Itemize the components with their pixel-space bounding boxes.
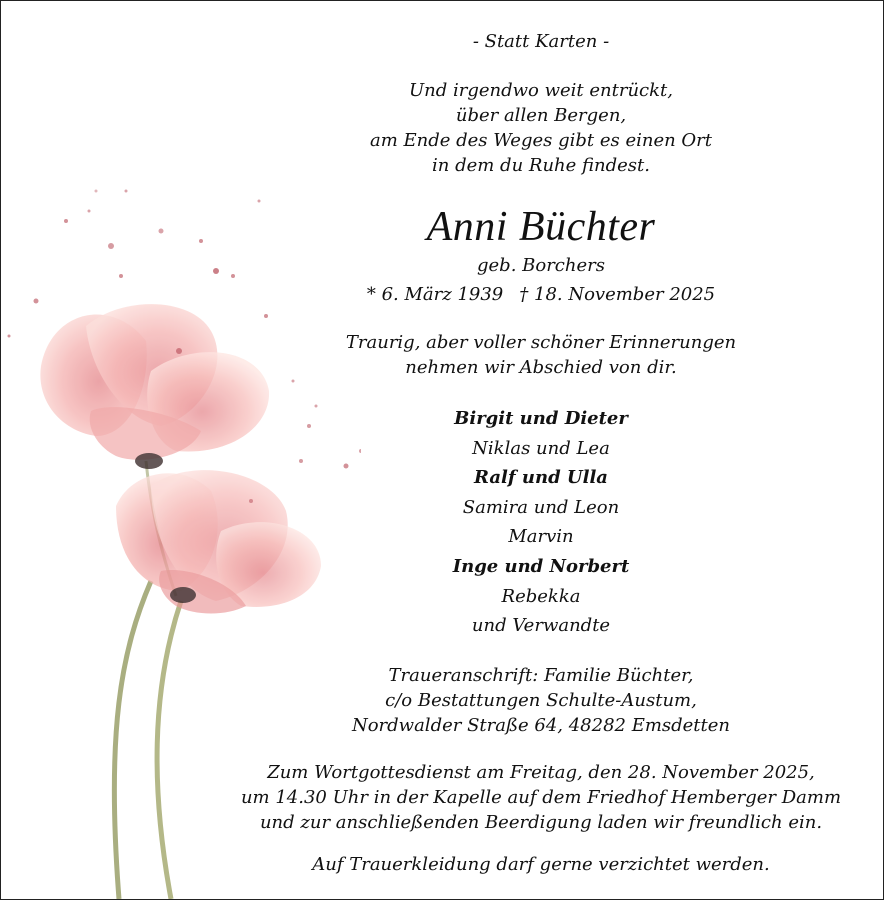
service-info — [201, 760, 881, 835]
family-member: Rebekka — [501, 585, 581, 607]
poem — [201, 78, 881, 178]
birth-date: * 6. März 1939 — [366, 284, 504, 305]
statt-karten-heading — [201, 29, 881, 54]
family-member: und Verwandte — [471, 615, 611, 637]
poem-line: am Ende des Weges gibt es einen Ort — [369, 130, 713, 151]
death-date: † 18. November 2025 — [519, 284, 716, 305]
family-member: Ralf und Ulla — [474, 467, 608, 489]
service-line: Zum Wortgottesdienst am Freitag, den 28. November 2025, — [267, 762, 815, 783]
dress-note-text: Auf Trauerkleidung darf gerne verzichtet werden. — [312, 854, 770, 875]
dress-note — [201, 852, 881, 877]
service-line: um 14.30 Uhr in der Kapelle auf dem Friedhof Hemberger Damm — [240, 787, 842, 808]
family-member: Birgit und Dieter — [454, 408, 628, 429]
family-list — [201, 404, 881, 641]
address-line: c/o Bestattungen Schulte-Austum, — [385, 690, 697, 711]
farewell-text — [201, 330, 881, 380]
farewell-line: Traurig, aber voller schöner Erinnerungen — [345, 332, 737, 353]
poem-line: über allen Bergen, — [455, 105, 627, 126]
address-line: Nordwalder Straße 64, 48282 Emsdetten — [351, 715, 731, 736]
family-member: Niklas und Lea — [472, 437, 610, 459]
family-member: Inge und Norbert — [452, 555, 630, 577]
service-line: und zur anschließenden Beerdigung laden wir freundlich ein. — [259, 812, 823, 833]
poppy-stem — [114, 581, 151, 899]
poem-line: in dem du Ruhe findest. — [432, 155, 650, 176]
address-line: Traueranschrift: Familie Büchter, — [388, 665, 694, 686]
birth-name: geb. Borchers — [477, 255, 605, 276]
poem-line: Und irgendwo weit entrückt, — [408, 80, 673, 101]
mourning-address — [201, 663, 881, 738]
deceased-block — [201, 203, 881, 307]
poppy-stem — [157, 601, 181, 899]
statt-karten-text: - Statt Karten - — [472, 31, 610, 52]
deceased-name: Anni Büchter — [426, 204, 656, 250]
family-member: Marvin — [508, 526, 574, 548]
family-member: Samira und Leon — [462, 496, 620, 518]
life-dates — [201, 282, 881, 307]
farewell-line: nehmen wir Abschied von dir. — [405, 357, 677, 378]
